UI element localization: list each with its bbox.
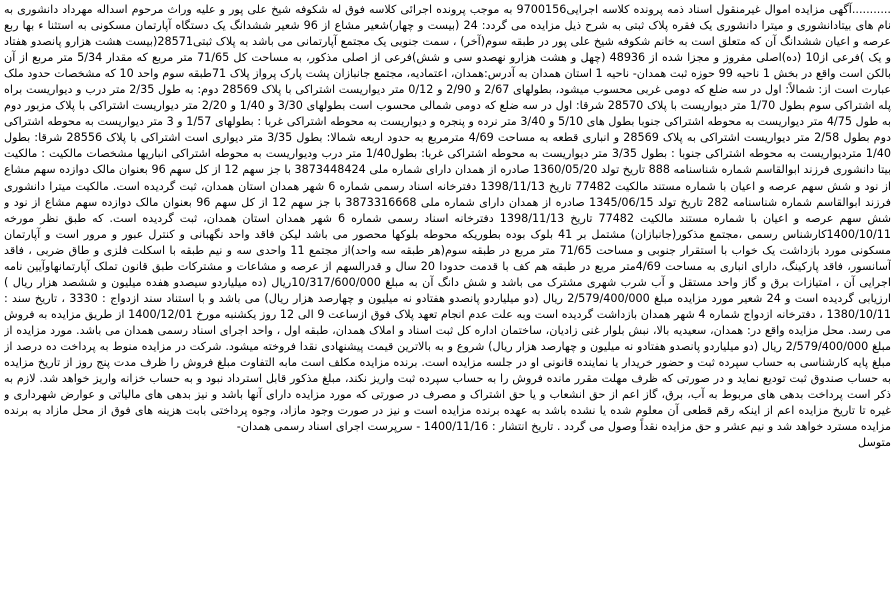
auction-notice — [4, 2, 891, 609]
notice-last-line: متوسل — [858, 436, 891, 450]
notice-body-text: ...........آگهی مزایده اموال غیرمنقول اسناد ذمه پرونده کلاسه اجرایی9700156 به موجب پرونده اجرائی کلاسه فوق له شکوفه شیخ علی پور و علیه وراث مرحوم اسداله مهرداد دانشوری به نام های بیتادانشوری و میترا دانشوری یک فقره پلاک ثبتی به شرح ذیل مزایده می گردد: 24 (بیست و چهار)شعیر مشاع از 96 شعیر ششدانگ یک دستگاه آپارتمان مسکونی به استثنا ء بها ربع عرصه و اعیان ششدانگ آن که متعلق است به خانم شکوفه شیخ علی پور در طبقه سوم(آخر) ، سمت جنوبی یک مجتمع آپارتمانی می باشد به پلاک ثبتی28571(بیست هشت هزارو پانصدو هفتاد و یک )فرعی از10 (ده)اصلی مفروز و مجزا شده از 48936 (چهل و هشت هزارو نهصدو سی و شش)فرعی از اصلی مذکور، به مساحت کل 71/65 متر مربع که مقدار 5/34 متر مربع از آن بالکن است واقع در بخش 1 ناحیه 99 حوزه ثبت همدان- ناحیه 1 استان همدان به آدرس:همدان، اعتمادیه، مجتمع جانبازان پشت پارک پرواز پلاک 71طبقه سوم واحد 10 که مشخصات حدود ملک عبارت است از: شمالاً: اول در سه ضلع که دومی غربی محسوب میشود، بطولهای 2/67 و 2/90 و 0/12 متر دیواریست اشتراکی با پلاک 28569 دوم: به طول 2/35 متر درب و دیواریست براه پله اشتراکی سوم بطول 1/70 متر دیواریست با پلاک 28570 شرقا: اول در سه ضلع که دومی شمالی محسوب است بطولهای 3/30 و 1/40 و 2/20 متر دیواریست اشتراکی با پلاک مزبور دوم به طول 4/75 متر دیواریست به محوطه اشتراکی جنوبا بطول های 5/10 و 3/40 متر نرده و پنجره و دیواریست به محوطه اشتراکی غربا : بطولهای 1/57 و 3 متر دیواریست به محوطه اشتراکی دوم بطول 2/58 متر دیواریست اشتراکی به پلاک 28569 و انباری قطعه به مساحت 4/69 مترمربع به حدود اربعه شمالا: بطول 3/35 متر دیواری است اشتراکی با پلاک 28556 شرقا: بطول 1/40 متردیواریست به محوطه اشتراکی جنوبا : بطول 3/35 متر دیواریست به محوطه اشتراکی غربا: بطول1/40 متر درب ودیواریست به محوطه اشتراکی انباریها مشخصات مالکیت : مالکیت بیتا دانشوری فرزند ابوالقاسم شماره شناسنامه 888 تاریخ تولد 1360/05/20 صادره از همدان دارای شماره ملی 3873448424 با جز سهم 12 از کل سهم 96 بعنوان مالک دوازده سهم مشاع از نود و شش سهم عرصه و اعیان با شماره مستند مالکیت 77482 تاریخ 1398/11/13 دفترخانه اسناد رسمی شماره 6 شهر همدان استان همدان، ثبت گردیده است. مالکیت میترا دانشوری فرزند ابوالقاسم شماره شناسنامه 282 تاریخ تولد 1345/06/15 صادره از همدان دارای شماره ملی 3873316668 با جز سهم 12 از کل سهم 96 بعنوان مالک دوازده سهم مشاع از نود و شش سهم عرصه و اعیان با شماره مستند مالکیت 77482 تاریخ 1398/11/13 دفترخانه اسناد رسمی شماره 6 شهر همدان استان همدان، ثبت گردیده است. که طبق نظر مورخه 1400/10/11کارشناس رسمی ،مجتمع مذکور(جانبازان) مشتمل بر 41 بلوک بوده بطوریکه محوطه بلوکها محصور می باشد لیکن فاقد واحد نگهبانی و کنترل عبور و مرور است و آپارتمان مسکونی مورد بازداشت یک خواب با استقرار جنوبی و مساحت 71/65 متر مربع در طبقه سوم(هر طبقه سه واحد)از مجتمع 11 واحدی سه و نیم طبقه با اسکلت فلزی و طاق ضربی ، فاقد آسانسور، فاقد پارکینگ، دارای انباری به مساحت 4/69متر مربع در طبقه هم کف با قدمت حدودا 20 سال و قدرالسهم از عرصه و مشاعات و مشترکات طبق قانون تملک آپارتمانهاوآیین نامه اجرایی آن ، امتیازات برق و گاز واحد مستقل و آب شرب شهری مشترک می باشد و شش دانگ آن به مبلغ 10/317/600/000ریال (ده میلیاردو سیصدو هفده میلیون و ششصد هزار ریال ) ارزیابی گردیده است و 24 شعیر مورد مزایده مبلغ 2/579/400/000 ریال (دو میلیاردو پانصدو هفتادو نه میلیون و چهارصد هزار ریال) می باشد و با استناد سند ازدواج : 3330 ، تاریخ سند : 1380/10/11 ، دفترخانه ازدواج شماره 4 شهر همدان بازداشت گردیده است وبه علت عدم انجام تعهد پلاک فوق ازساعت 9 الی 12 روز یکشنبه مورخ 1400/12/01 از طریق مزایده به فروش می رسد. محل مزایده واقع در: همدان، سعیدیه بالا، نبش بلوار غنی زادیان، ساختمان اداره کل ثبت اسناد و املاک همدان، طبقه اول ، واحد اجرای اسناد رسمی همدان می باشد. مورد مزایده از مبلغ 2/579/400/000 ریال (دو میلیاردو پانصدو هفتادو نه میلیون و چهارصد هزار ریال) شروع و به بالاترین قیمت پیشنهادی نقدا فروخته میشود. شرکت در مزایده منوط به پرداخت ده درصد از مبلغ پایه کارشناسی به حساب سپرده ثبت و حضور خریدار یا نماینده قانونی او در جلسه مزایده است. برنده مزایده مکلف است مابه التفاوت مبلغ فروش را ظرف مدت پنج روز از تاریخ مزایده به حساب صندوق ثبت تودیع نماید و در صورتی که ظرف مهلت مقرر مانده فروش را به حساب سپرده ثبت واریز نکند، مبلغ مذکور قابل استرداد نبود و به حساب خزانه واریز خواهد شد. لازم به ذکر است پرداخت بدهی های مربوط به آب، برق، گاز اعم از حق انشعاب و یا حق اشتراک و مصرف در صورتی که مورد مزایده دارای آنها باشد و نیز بدهی های مالیاتی و عوارض شهرداری و غیره تا تاریخ مزایده اعم از اینکه رقم قطعی آن معلوم شده یا نشده باشد به عهده برنده مزایده است و نیز در صورت وجود مازاد، وجوه پرداختی بابت هزینه های فوق از محل مازاد به برنده مزایده مسترد خواهد شد و نیم عشر و حق مزایده نقداً وصول می گردد . تاریخ انتشار : 1400/11/16 - سرپرست اجرای اسناد رسمی همدان- — [4, 3, 891, 434]
